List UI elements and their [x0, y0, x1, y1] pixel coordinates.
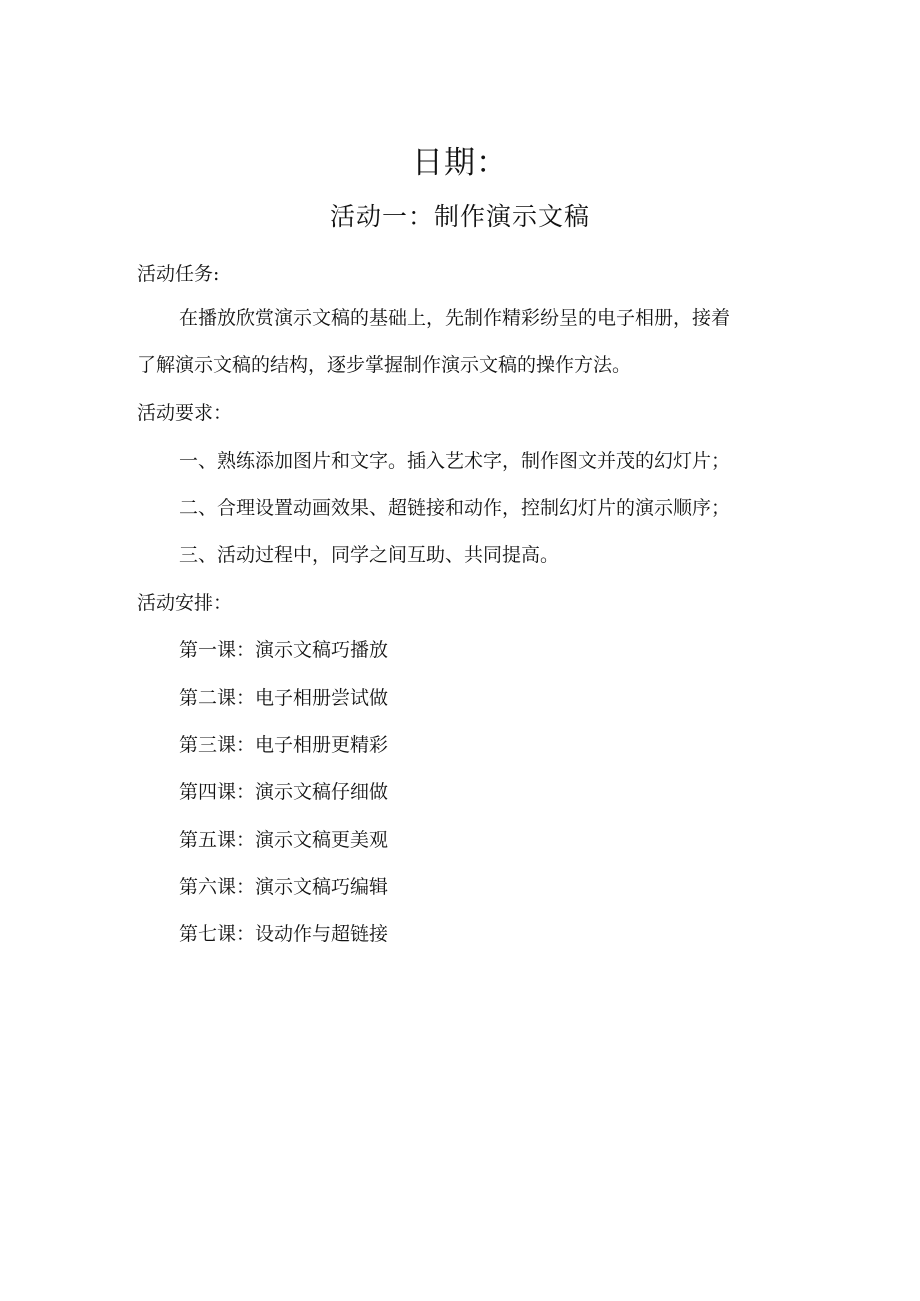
lesson-item-3: 第三课：电子相册更精彩 — [179, 734, 389, 756]
requirements-label: 活动要求： — [137, 402, 233, 424]
task-paragraph-line-2: 了解演示文稿的结构，逐步掌握制作演示文稿的操作方法。 — [137, 354, 632, 376]
requirement-item-1: 一、熟练添加图片和文字。插入艺术字，制作图文并茂的幻灯片； — [179, 450, 731, 472]
lesson-item-5: 第五课：演示文稿更美观 — [179, 829, 389, 851]
task-paragraph-line-1: 在播放欣赏演示文稿的基础上，先制作精彩纷呈的电子相册，接着 — [179, 307, 731, 329]
task-label: 活动任务: — [137, 263, 220, 285]
arrangement-label: 活动安排： — [137, 592, 233, 614]
date-heading: 日期： — [412, 145, 508, 181]
lesson-item-4: 第四课：演示文稿仔细做 — [179, 781, 389, 803]
lesson-item-6: 第六课：演示文稿巧编辑 — [179, 876, 389, 898]
lesson-item-1: 第一课：演示文稿巧播放 — [179, 639, 389, 661]
requirement-item-3: 三、活动过程中，同学之间互助、共同提高。 — [179, 544, 560, 566]
lesson-item-7: 第七课：设动作与超链接 — [179, 923, 389, 945]
lesson-item-2: 第二课：电子相册尝试做 — [179, 687, 389, 709]
activity-title: 活动一：制作演示文稿 — [329, 202, 590, 231]
requirement-item-2: 二、合理设置动画效果、超链接和动作，控制幻灯片的演示顺序； — [179, 497, 731, 519]
